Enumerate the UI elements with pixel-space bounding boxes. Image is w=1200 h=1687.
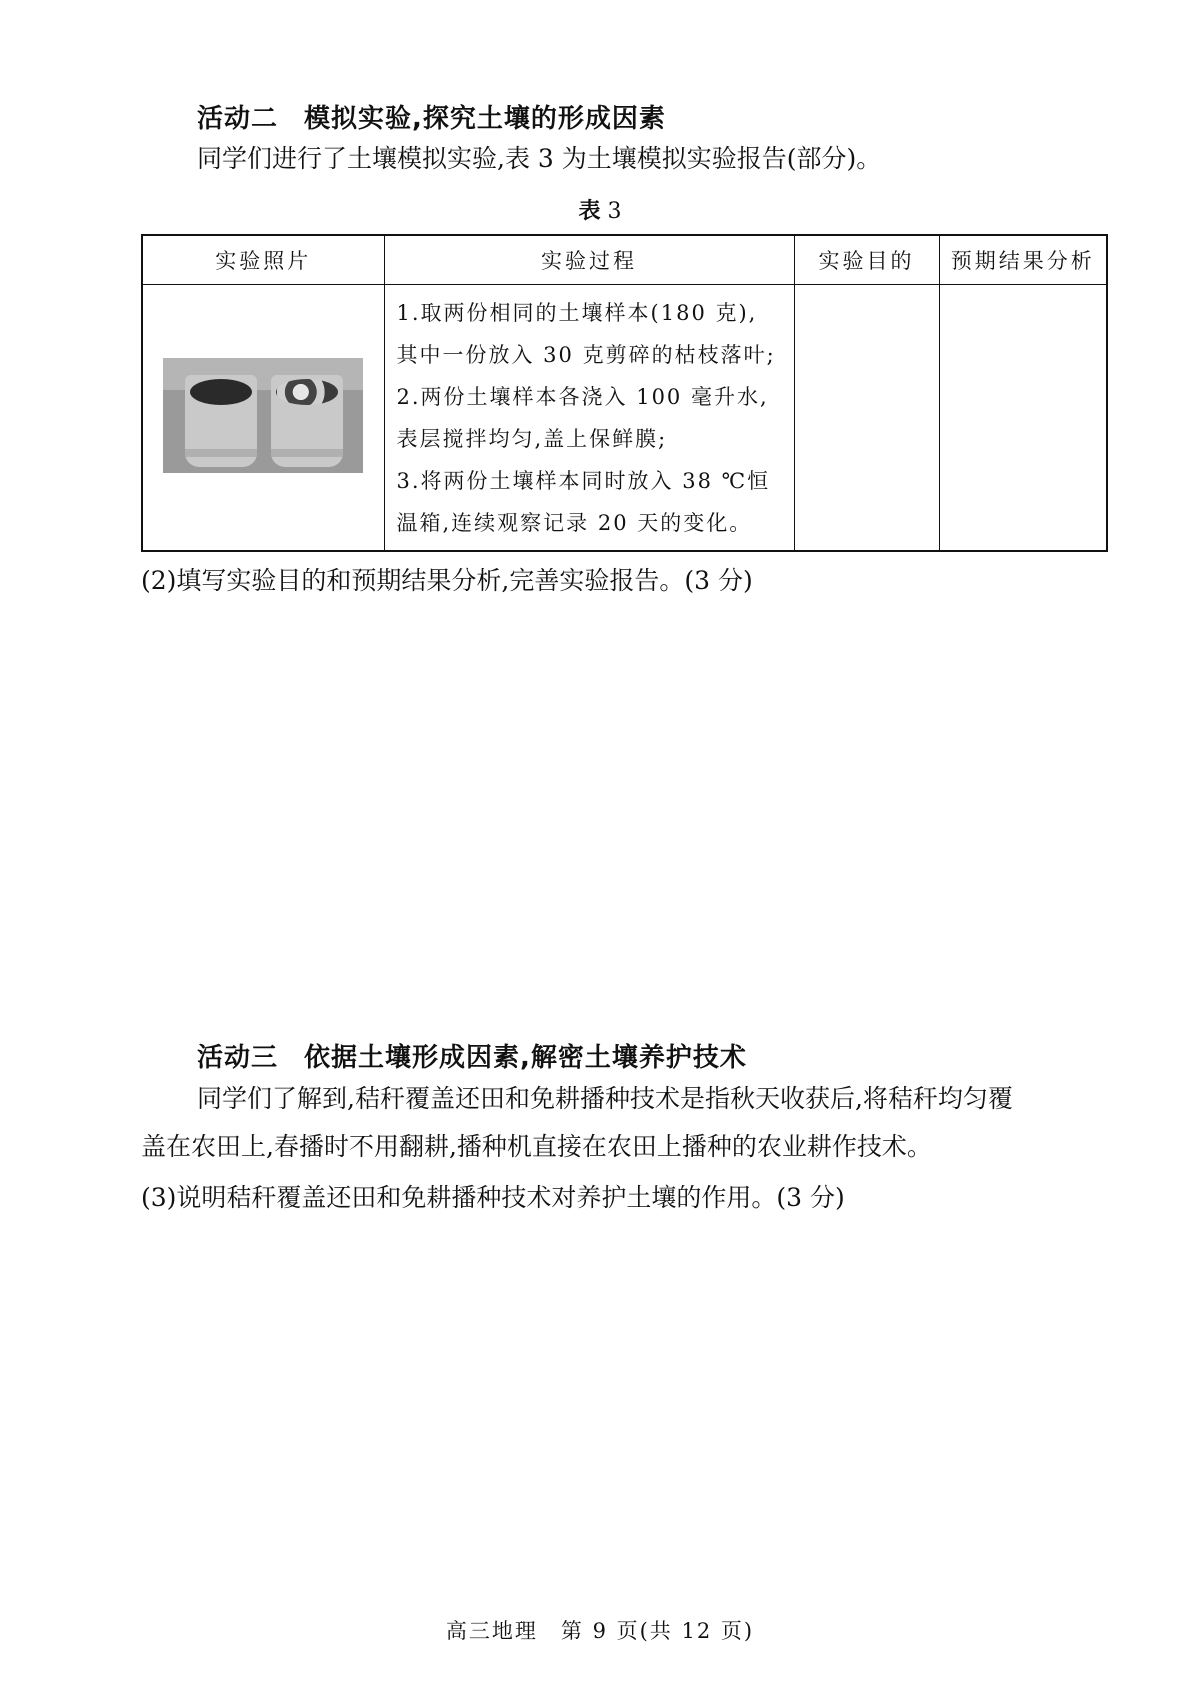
expected-analysis-cell[interactable]: [939, 285, 1107, 552]
process-line: 其中一份放入 30 克剪碎的枯枝落叶;: [396, 342, 776, 367]
header-photo: 实验照片: [142, 235, 384, 285]
question-2: (2)填写实验目的和预期结果分析,完善实验报告。(3 分): [141, 566, 753, 595]
question-3: (3)说明秸秆覆盖还田和免耕播种技术对养护土壤的作用。(3 分): [141, 1183, 845, 1212]
process-cell: [384, 285, 794, 552]
activity-3-paragraph-line-1: 同学们了解到,秸秆覆盖还田和免耕播种技术是指秋天收获后,将秸秆均匀覆: [197, 1084, 1013, 1113]
activity-2-label: 活动二: [197, 104, 279, 134]
experiment-report-table: [141, 234, 1108, 552]
photo-cell: [142, 285, 384, 552]
header-process: 实验过程: [384, 235, 794, 285]
experiment-photo: [163, 358, 363, 473]
page-footer: 高三地理 第 9 页(共 12 页): [445, 1619, 755, 1643]
activity-2-heading: [197, 98, 666, 135]
activity-2-title: 模拟实验,探究土壤的形成因素: [304, 104, 666, 134]
process-line: 温箱,连续观察记录 20 天的变化。: [396, 510, 753, 535]
table-caption-number: 3: [607, 199, 622, 224]
process-line: 表层搅拌均匀,盖上保鲜膜;: [396, 426, 668, 451]
table-caption: [0, 194, 1200, 225]
process-line: 2.两份土壤样本各浇入 100 毫升水,: [396, 384, 769, 409]
process-line: 1.取两份相同的土壤样本(180 克),: [396, 300, 758, 325]
process-line: 3.将两份土壤样本同时放入 38 ℃恒: [396, 468, 771, 493]
answer-area-2[interactable]: [141, 610, 1106, 1010]
activity-3-paragraph-line-2: 盖在农田上,春播时不用翻耕,播种机直接在农田上播种的农业耕作技术。: [141, 1132, 932, 1161]
activity-3-label: 活动三: [197, 1043, 279, 1073]
answer-area-3[interactable]: [141, 1230, 1106, 1580]
activity-2-intro: 同学们进行了土壤模拟实验,表 3 为土壤模拟实验报告(部分)。: [197, 144, 882, 173]
header-purpose: 实验目的: [794, 235, 939, 285]
table-header-row: [142, 235, 1107, 285]
table-caption-prefix: 表: [578, 199, 601, 224]
purpose-cell[interactable]: [794, 285, 939, 552]
header-expected-analysis: 预期结果分析: [939, 235, 1107, 285]
table-row: [142, 285, 1107, 552]
activity-3-title: 依据土壤形成因素,解密土壤养护技术: [304, 1043, 747, 1073]
activity-3-heading: [197, 1037, 747, 1074]
